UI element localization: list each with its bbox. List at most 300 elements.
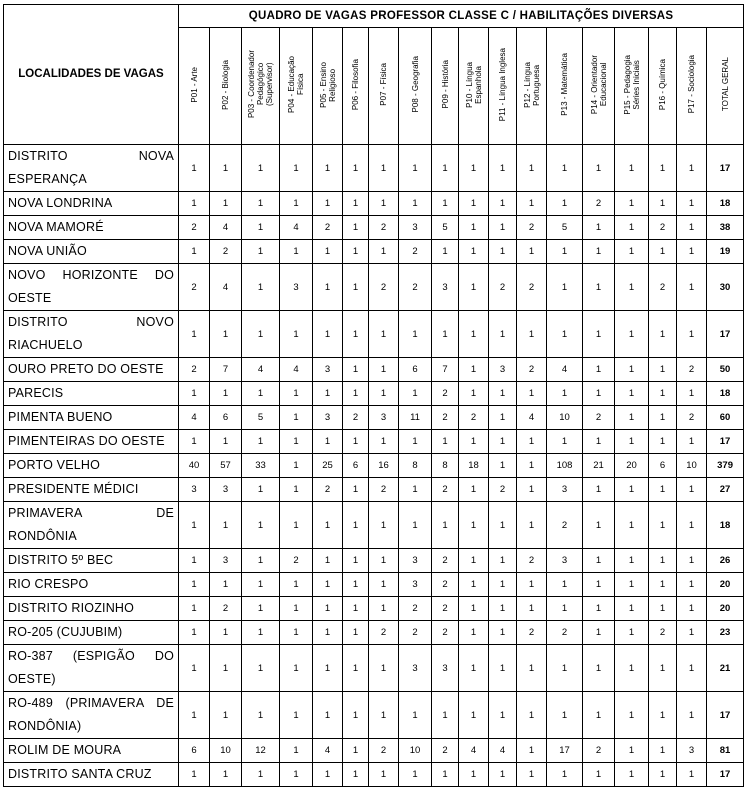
vacancy-cell: 1: [677, 502, 707, 549]
location-name: RO-387 (ESPIGÃO DO OESTE): [4, 645, 179, 692]
vacancy-cell: 2: [432, 406, 459, 430]
table-row: [4, 692, 744, 739]
vacancy-cell: 1: [677, 192, 707, 216]
vacancy-cell: 3: [489, 358, 517, 382]
vacancy-cell: 1: [313, 621, 343, 645]
total-cell: 379: [707, 454, 744, 478]
vacancy-cell: 1: [649, 763, 677, 787]
vacancy-cell: 2: [517, 216, 547, 240]
vacancy-cell: 108: [547, 454, 583, 478]
vacancy-cell: 1: [432, 192, 459, 216]
vacancy-cell: 10: [210, 739, 242, 763]
vacancy-cell: 1: [343, 145, 369, 192]
column-header-label: P06 - Filosofia: [351, 58, 360, 111]
total-cell: 18: [707, 382, 744, 406]
vacancy-cell: 1: [280, 621, 313, 645]
vacancy-cell: 3: [369, 406, 399, 430]
vacancy-cell: 2: [459, 406, 489, 430]
vacancy-cell: 1: [369, 382, 399, 406]
vacancy-cell: 2: [517, 358, 547, 382]
vacancy-cell: 1: [489, 216, 517, 240]
vacancy-cell: 6: [399, 358, 432, 382]
location-name: RO-489 (PRIMAVERA DE RONDÔNIA): [4, 692, 179, 739]
column-header-label: P08 - Geografia: [410, 56, 420, 113]
vacancy-cell: 1: [280, 430, 313, 454]
vacancy-cell: 8: [432, 454, 459, 478]
vacancy-cell: 11: [399, 406, 432, 430]
vacancy-cell: 1: [179, 692, 210, 739]
vacancy-cell: 1: [615, 382, 649, 406]
vacancy-cell: 1: [583, 216, 615, 240]
vacancy-cell: 1: [242, 430, 280, 454]
vacancy-cell: 2: [399, 264, 432, 311]
vacancy-cell: 1: [280, 597, 313, 621]
vacancy-cell: 1: [677, 597, 707, 621]
vacancy-cell: 1: [489, 692, 517, 739]
vacancy-cell: 1: [649, 406, 677, 430]
table-title: QUADRO DE VAGAS PROFESSOR CLASSE C / HABILITAÇÕES DIVERSAS: [179, 5, 744, 28]
column-header: [547, 28, 583, 145]
location-name: OURO PRETO DO OESTE: [4, 358, 179, 382]
table-row: [4, 597, 744, 621]
vacancy-cell: 1: [517, 597, 547, 621]
vacancy-cell: 2: [432, 382, 459, 406]
vacancy-cell: 1: [459, 216, 489, 240]
vacancy-cell: 4: [242, 358, 280, 382]
vacancy-cell: 1: [649, 145, 677, 192]
vacancy-cell: 2: [517, 264, 547, 311]
vacancy-cell: 1: [517, 240, 547, 264]
column-header: [280, 28, 313, 145]
vacancy-cell: 5: [242, 406, 280, 430]
table-row: [4, 739, 744, 763]
column-header: [489, 28, 517, 145]
vacancy-cell: 1: [432, 430, 459, 454]
vacancy-cell: 1: [489, 311, 517, 358]
location-name: PIMENTA BUENO: [4, 406, 179, 430]
column-header: [399, 28, 432, 145]
vacancy-cell: 1: [517, 763, 547, 787]
vacancy-cell: 1: [432, 240, 459, 264]
location-name: PRESIDENTE MÉDICI: [4, 478, 179, 502]
location-name: DISTRITO 5º BEC: [4, 549, 179, 573]
column-header-label: P05 - Ensino Religioso: [318, 61, 337, 108]
vacancy-cell: 1: [343, 597, 369, 621]
vacancy-cell: 1: [313, 502, 343, 549]
vacancy-cell: 1: [179, 763, 210, 787]
vacancy-cell: 1: [489, 573, 517, 597]
vacancy-cell: 1: [547, 311, 583, 358]
vacancy-cell: 1: [179, 145, 210, 192]
vacancy-cell: 1: [343, 573, 369, 597]
vacancy-cell: 1: [210, 382, 242, 406]
vacancy-cell: 1: [649, 549, 677, 573]
vacancy-cell: 2: [517, 549, 547, 573]
vacancy-cell: 2: [649, 264, 677, 311]
vacancy-cell: 1: [677, 264, 707, 311]
location-name: DISTRITO SANTA CRUZ: [4, 763, 179, 787]
location-name: RIO CRESPO: [4, 573, 179, 597]
vacancy-cell: 1: [547, 573, 583, 597]
vacancy-cell: 1: [343, 549, 369, 573]
vacancy-cell: 1: [489, 502, 517, 549]
vacancy-cell: 1: [583, 264, 615, 311]
vacancy-cell: 16: [369, 454, 399, 478]
table-row: [4, 311, 744, 358]
vacancy-cell: 1: [459, 358, 489, 382]
vacancy-cell: 1: [179, 192, 210, 216]
vacancy-cell: 1: [677, 145, 707, 192]
vacancy-cell: 1: [179, 573, 210, 597]
vacancy-cell: 1: [179, 382, 210, 406]
vacancy-cell: 1: [179, 621, 210, 645]
vacancy-cell: 1: [615, 264, 649, 311]
vacancy-cell: 1: [369, 240, 399, 264]
vacancy-cell: 2: [210, 240, 242, 264]
vacancy-cell: 1: [547, 382, 583, 406]
vacancy-cell: 1: [489, 597, 517, 621]
vacancy-cell: 1: [242, 763, 280, 787]
vacancy-cell: 7: [432, 358, 459, 382]
vacancy-cell: 10: [677, 454, 707, 478]
vacancy-cell: 3: [399, 549, 432, 573]
vacancy-cell: 1: [343, 478, 369, 502]
vacancy-cell: 7: [210, 358, 242, 382]
vacancy-cell: 1: [459, 502, 489, 549]
vacancy-cell: 2: [432, 478, 459, 502]
vacancy-cell: 1: [343, 382, 369, 406]
vacancy-cell: 3: [210, 478, 242, 502]
vacancy-cell: 1: [369, 645, 399, 692]
total-cell: 17: [707, 145, 744, 192]
vacancy-cell: 1: [179, 240, 210, 264]
vacancy-cell: 40: [179, 454, 210, 478]
vacancy-cell: 1: [242, 382, 280, 406]
vacancy-cell: 1: [210, 692, 242, 739]
vacancy-cell: 1: [489, 192, 517, 216]
vacancy-cell: 1: [459, 145, 489, 192]
vacancy-cell: 1: [242, 502, 280, 549]
vacancy-cell: 1: [677, 240, 707, 264]
vacancy-cell: 1: [615, 406, 649, 430]
vacancy-cell: 1: [583, 311, 615, 358]
vacancy-cell: 3: [547, 478, 583, 502]
vacancy-cell: 2: [313, 478, 343, 502]
vacancy-cell: 4: [547, 358, 583, 382]
vacancy-cell: 2: [583, 406, 615, 430]
vacancy-cell: 1: [399, 145, 432, 192]
vacancy-cell: 1: [517, 502, 547, 549]
vacancy-cell: 1: [280, 382, 313, 406]
vacancy-cell: 1: [369, 549, 399, 573]
vacancy-cell: 1: [210, 145, 242, 192]
vacancy-cell: 3: [547, 549, 583, 573]
column-header-label: P14 - Orientador Educacional: [589, 54, 608, 115]
vacancy-cell: 1: [547, 192, 583, 216]
total-cell: 19: [707, 240, 744, 264]
vacancy-cell: 1: [313, 549, 343, 573]
vacancy-cell: 1: [615, 502, 649, 549]
vacancy-cell: 1: [517, 739, 547, 763]
table-row: [4, 145, 744, 192]
vacancy-cell: 1: [677, 645, 707, 692]
vacancy-cell: 1: [399, 430, 432, 454]
vacancy-cell: 1: [369, 763, 399, 787]
table-row: [4, 573, 744, 597]
vacancy-cell: 1: [313, 145, 343, 192]
vacancy-cell: 1: [547, 692, 583, 739]
vacancy-cell: 1: [583, 621, 615, 645]
vacancy-cell: 1: [615, 739, 649, 763]
vacancy-cell: 2: [369, 621, 399, 645]
vacancy-cell: 1: [432, 692, 459, 739]
vacancy-cell: 2: [677, 358, 707, 382]
vacancy-cell: 4: [459, 739, 489, 763]
locations-header: LOCALIDADES DE VAGAS: [4, 5, 179, 145]
vacancy-cell: 1: [459, 478, 489, 502]
vacancy-cell: 1: [343, 216, 369, 240]
column-header-label: P16 - Química: [658, 58, 667, 111]
vacancy-cell: 8: [399, 454, 432, 478]
vacancy-cell: 1: [343, 692, 369, 739]
vacancy-cell: 1: [547, 645, 583, 692]
vacancy-cell: 1: [615, 621, 649, 645]
vacancy-cell: 2: [399, 597, 432, 621]
vacancy-cell: 4: [280, 216, 313, 240]
vacancy-cell: 1: [583, 597, 615, 621]
vacancy-cell: 1: [489, 645, 517, 692]
vacancy-cell: 1: [583, 240, 615, 264]
vacancy-cell: 1: [649, 430, 677, 454]
total-cell: 23: [707, 621, 744, 645]
vacancy-cell: 1: [517, 573, 547, 597]
vacancy-cell: 1: [280, 192, 313, 216]
vacancy-cell: 1: [459, 692, 489, 739]
vacancy-cell: 1: [615, 240, 649, 264]
column-header: [432, 28, 459, 145]
vacancy-cell: 1: [369, 597, 399, 621]
vacancy-cell: 1: [517, 430, 547, 454]
table-row: [4, 478, 744, 502]
vacancy-cell: 1: [313, 311, 343, 358]
vacancy-cell: 1: [649, 692, 677, 739]
column-header-label: TOTAL GERAL: [720, 57, 730, 112]
vacancy-cell: 1: [583, 382, 615, 406]
vacancy-cell: 1: [242, 192, 280, 216]
vacancy-cell: 1: [280, 145, 313, 192]
total-cell: 17: [707, 763, 744, 787]
vacancy-cell: 2: [399, 240, 432, 264]
vacancy-cell: 2: [649, 216, 677, 240]
vacancy-cell: 1: [489, 454, 517, 478]
vacancy-cell: 1: [583, 145, 615, 192]
vacancy-cell: 20: [615, 454, 649, 478]
vacancy-cell: 2: [369, 739, 399, 763]
vacancy-cell: 1: [677, 692, 707, 739]
vacancy-cell: 4: [489, 739, 517, 763]
vacancy-cell: 1: [649, 358, 677, 382]
vacancy-cell: 1: [280, 311, 313, 358]
vacancy-cell: 2: [583, 739, 615, 763]
column-header: [583, 28, 615, 145]
vacancy-cell: 18: [459, 454, 489, 478]
vacancy-cell: 1: [615, 358, 649, 382]
vacancy-cell: 1: [343, 645, 369, 692]
column-header-label: P13 - Matemática: [560, 53, 569, 116]
table-row: [4, 240, 744, 264]
vacancy-cell: 2: [547, 502, 583, 549]
vacancy-cell: 3: [313, 406, 343, 430]
vacancy-cell: 1: [242, 597, 280, 621]
vacancy-cell: 1: [179, 645, 210, 692]
vacancy-cell: 2: [369, 264, 399, 311]
vacancy-cell: 6: [649, 454, 677, 478]
vacancy-cell: 2: [369, 216, 399, 240]
vacancy-cell: 1: [649, 739, 677, 763]
column-header: [210, 28, 242, 145]
vacancy-cell: 1: [280, 502, 313, 549]
total-cell: 26: [707, 549, 744, 573]
vacancy-cell: 10: [399, 739, 432, 763]
total-cell: 17: [707, 430, 744, 454]
vacancy-cell: 1: [583, 549, 615, 573]
vacancy-cell: 1: [280, 573, 313, 597]
location-name: DISTRITO NOVA ESPERANÇA: [4, 145, 179, 192]
vacancy-cell: 1: [583, 645, 615, 692]
vacancy-cell: 1: [210, 430, 242, 454]
vacancy-cell: 1: [369, 502, 399, 549]
vacancy-cell: 6: [179, 739, 210, 763]
vacancy-cell: 1: [280, 692, 313, 739]
vacancy-cell: 1: [432, 145, 459, 192]
vacancy-cell: 1: [459, 645, 489, 692]
vacancy-cell: 1: [210, 311, 242, 358]
vacancy-cell: 1: [649, 240, 677, 264]
location-name: PORTO VELHO: [4, 454, 179, 478]
vacancy-cell: 1: [369, 145, 399, 192]
vacancy-cell: 1: [615, 645, 649, 692]
column-header-label: P02 - Biologia: [221, 59, 230, 110]
vacancy-cell: 3: [179, 478, 210, 502]
vacancy-cell: 3: [210, 549, 242, 573]
vacancy-cell: 2: [432, 573, 459, 597]
vacancy-cell: 1: [677, 573, 707, 597]
vacancy-cell: 1: [459, 763, 489, 787]
vacancy-cell: 1: [399, 692, 432, 739]
vacancy-cell: 1: [210, 763, 242, 787]
vacancy-cell: 57: [210, 454, 242, 478]
column-header: [615, 28, 649, 145]
vacancy-cell: 33: [242, 454, 280, 478]
column-header-label: P07 - Física: [379, 63, 388, 106]
vacancy-cell: 4: [280, 358, 313, 382]
vacancy-cell: 1: [489, 621, 517, 645]
vacancy-cell: 1: [649, 502, 677, 549]
location-name: DISTRITO NOVO RIACHUELO: [4, 311, 179, 358]
vacancy-cell: 1: [677, 382, 707, 406]
vacancy-cell: 1: [649, 478, 677, 502]
column-header: [369, 28, 399, 145]
vacancy-cell: 6: [210, 406, 242, 430]
vacancy-cell: 1: [547, 763, 583, 787]
vacancy-cell: 1: [459, 382, 489, 406]
vacancy-cell: 2: [179, 358, 210, 382]
location-name: NOVA MAMORÉ: [4, 216, 179, 240]
total-cell: 30: [707, 264, 744, 311]
vacancy-cell: 3: [432, 264, 459, 311]
vacancy-cell: 1: [649, 645, 677, 692]
column-header-label: P01 - Arte: [189, 66, 199, 103]
vacancy-cell: 4: [313, 739, 343, 763]
vacancy-cell: 1: [343, 621, 369, 645]
vacancy-cell: 1: [489, 406, 517, 430]
vacancy-cell: 1: [369, 573, 399, 597]
vacancy-cell: 2: [489, 264, 517, 311]
location-name: NOVA UNIÃO: [4, 240, 179, 264]
vacancy-cell: 1: [615, 430, 649, 454]
column-header-label: P12 - Língua Portuguesa: [522, 61, 541, 108]
vacancy-cell: 1: [343, 192, 369, 216]
vacancy-cell: 1: [583, 358, 615, 382]
vacancy-cell: 1: [615, 216, 649, 240]
column-header-label: P11 - Língua Inglesa: [498, 47, 507, 122]
vacancy-cell: 1: [210, 573, 242, 597]
vacancy-cell: 1: [489, 430, 517, 454]
vacancy-cell: 1: [369, 358, 399, 382]
vacancy-cell: 1: [399, 192, 432, 216]
column-header: [313, 28, 343, 145]
vacancy-cell: 1: [432, 763, 459, 787]
table-row: [4, 430, 744, 454]
location-name: NOVA LONDRINA: [4, 192, 179, 216]
vacancy-cell: 2: [432, 549, 459, 573]
column-header: [677, 28, 707, 145]
vacancy-cell: 1: [210, 192, 242, 216]
vacancy-cell: 1: [242, 549, 280, 573]
vacancy-cell: 2: [179, 216, 210, 240]
vacancy-cell: 1: [399, 763, 432, 787]
table-row: [4, 406, 744, 430]
vacancy-cell: 25: [313, 454, 343, 478]
total-cell: 18: [707, 502, 744, 549]
vacancy-cell: 1: [547, 264, 583, 311]
vacancy-cell: 1: [280, 240, 313, 264]
vacancy-cell: 1: [517, 478, 547, 502]
vacancy-cell: 1: [242, 692, 280, 739]
vacancy-cell: 1: [179, 549, 210, 573]
table-row: [4, 358, 744, 382]
vacancy-cell: 1: [343, 311, 369, 358]
vacancy-cell: 1: [649, 311, 677, 358]
vacancy-cell: 1: [677, 478, 707, 502]
vacancy-cell: 1: [615, 192, 649, 216]
table-row: [4, 621, 744, 645]
vacancy-cell: 2: [583, 192, 615, 216]
vacancy-cell: 1: [343, 430, 369, 454]
vacancy-cell: 1: [399, 382, 432, 406]
vacancy-cell: 1: [179, 597, 210, 621]
vacancy-cell: 2: [649, 621, 677, 645]
vacancy-cell: 2: [280, 549, 313, 573]
vacancy-cell: 1: [343, 739, 369, 763]
table-row: [4, 192, 744, 216]
vacancy-cell: 2: [343, 406, 369, 430]
vacancy-cell: 21: [583, 454, 615, 478]
vacancy-cell: 1: [343, 502, 369, 549]
location-name: ROLIM DE MOURA: [4, 739, 179, 763]
vacancy-cell: 1: [179, 311, 210, 358]
vacancy-cell: 1: [242, 645, 280, 692]
